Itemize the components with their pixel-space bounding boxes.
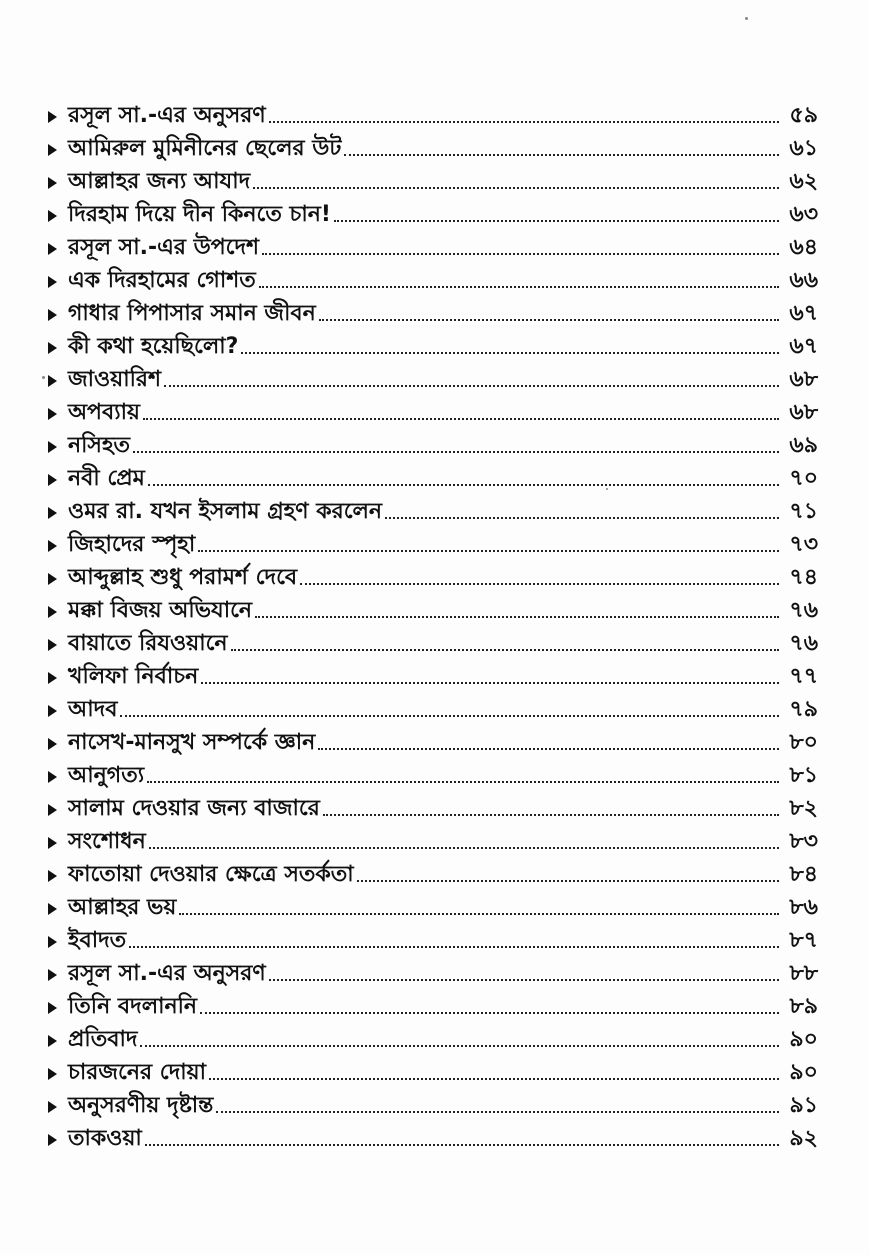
triangle-bullet-icon: [48, 408, 57, 420]
dot-leader: [164, 385, 779, 387]
triangle-bullet-icon: [48, 507, 57, 519]
toc-entry-title: এক দিরহামের গোশত: [68, 268, 256, 293]
toc-entry: [48, 1056, 818, 1089]
toc-entry-title: রসূল সা.-এর উপদেশ: [68, 235, 260, 260]
triangle-bullet-icon: [48, 936, 57, 948]
toc-entry: [48, 561, 818, 594]
dot-leader: [323, 814, 779, 816]
toc-entry-title: বায়াতে রিযওয়ানে: [68, 631, 228, 656]
toc-entry: [48, 528, 818, 561]
toc-entry: [48, 231, 818, 264]
toc-entry-title: রসূল সা.-এর অনুসরণ: [68, 103, 266, 128]
toc-entry-page-number: ৮৭: [789, 928, 818, 953]
toc-entry-title: সালাম দেওয়ার জন্য বাজারে: [68, 796, 320, 821]
toc-entry-title: তাকওয়া: [68, 1126, 142, 1151]
toc-entry: [48, 1023, 818, 1056]
triangle-bullet-icon: [48, 969, 57, 981]
dot-leader: [179, 913, 779, 915]
triangle-bullet-icon: [48, 540, 57, 552]
toc-entry: [48, 627, 818, 660]
dot-leader: [344, 154, 779, 156]
dot-leader: [385, 517, 779, 519]
toc-entry: [48, 891, 818, 924]
toc-entry-title: কী কথা হয়েছিলো?: [68, 334, 239, 359]
triangle-bullet-icon: [48, 639, 57, 651]
toc-entry: [48, 429, 818, 462]
toc-entry: [48, 165, 818, 198]
toc-entry: [48, 264, 818, 297]
dot-leader: [334, 220, 779, 222]
toc-entry-title: আব্দুল্লাহ শুধু পরামর্শ দেবে: [68, 565, 298, 590]
toc-entry-title: প্রতিবাদ: [68, 1027, 138, 1052]
toc-entry-page-number: ৭০: [789, 466, 818, 491]
toc-entry: [48, 858, 818, 891]
toc-entry-title: আদব: [68, 697, 118, 722]
triangle-bullet-icon: [48, 474, 57, 486]
dot-leader: [147, 781, 779, 783]
dot-leader: [201, 682, 779, 684]
toc-entry-page-number: ৮৩: [789, 829, 818, 854]
toc-entry: [48, 792, 818, 825]
triangle-bullet-icon: [48, 1101, 57, 1113]
dot-leader: [241, 352, 779, 354]
dot-leader: [269, 979, 779, 981]
dot-leader: [253, 187, 779, 189]
toc-entry: [48, 990, 818, 1023]
toc-entry-page-number: ৬৪: [789, 235, 818, 260]
dot-leader: [120, 715, 779, 717]
toc-entry-title: তিনি বদলাননি: [68, 994, 198, 1019]
toc-entry: [48, 132, 818, 165]
toc-entry-page-number: ৬৭: [789, 334, 818, 359]
dot-leader: [259, 286, 779, 288]
toc-entry: [48, 924, 818, 957]
triangle-bullet-icon: [48, 276, 57, 288]
toc-entry-title: জিহাদের স্পৃহা: [68, 532, 196, 557]
toc-entry-page-number: ৭৭: [789, 664, 818, 689]
dot-leader: [231, 649, 779, 651]
dot-leader: [140, 1045, 779, 1047]
toc-entry: [48, 759, 818, 792]
toc-entry-page-number: ৮২: [789, 796, 818, 821]
toc-entry: [48, 330, 818, 363]
toc-entry: [48, 693, 818, 726]
triangle-bullet-icon: [48, 1002, 57, 1014]
toc-entry-title: দিরহাম দিয়ে দীন কিনতে চান!: [68, 202, 331, 227]
toc-entry-page-number: ৬৬: [789, 268, 818, 293]
toc-entry-title: খলিফা নির্বাচন: [68, 664, 199, 689]
toc-entry-title: গাধার পিপাসার সমান জীবন: [68, 301, 316, 326]
dot-leader: [143, 418, 779, 420]
toc-entry-title: আমিরুল মুমিনীনের ছেলের উট: [68, 136, 342, 161]
triangle-bullet-icon: [48, 111, 57, 123]
toc-entry: [48, 198, 818, 231]
triangle-bullet-icon: [48, 573, 57, 585]
toc-entry: [48, 726, 818, 759]
toc-entry-title: নাসেখ-মানসুখ সম্পর্কে জ্ঞান: [68, 730, 316, 755]
triangle-bullet-icon: [48, 375, 57, 387]
toc-entry-page-number: ৯২: [789, 1126, 818, 1151]
toc-entry-page-number: ৮৮: [789, 961, 818, 986]
dot-leader: [198, 550, 779, 552]
triangle-bullet-icon: [48, 837, 57, 849]
toc-entry-page-number: ৬৭: [789, 301, 818, 326]
toc-entry-page-number: ৮৯: [789, 994, 818, 1019]
toc-entry-title: ফাতোয়া দেওয়ার ক্ষেত্রে সতর্কতা: [68, 862, 354, 887]
toc-entry-title: আল্লাহর জন্য আযাদ: [68, 169, 251, 194]
triangle-bullet-icon: [48, 210, 57, 222]
toc-entry-page-number: ৮৬: [789, 895, 818, 920]
triangle-bullet-icon: [48, 672, 57, 684]
toc-entry-page-number: ৬৮: [789, 367, 818, 392]
triangle-bullet-icon: [48, 309, 57, 321]
toc-entry: [48, 957, 818, 990]
toc-entry: [48, 1122, 818, 1155]
toc-entry-page-number: ৯০: [789, 1027, 818, 1052]
dot-leader: [216, 1111, 779, 1113]
toc-entry-page-number: ৭১: [789, 499, 818, 524]
toc-entry-page-number: ৬৮: [789, 400, 818, 425]
dot-leader: [200, 1012, 779, 1014]
toc-entry-title: নসিহত: [68, 433, 131, 458]
toc-entry: [48, 462, 818, 495]
dot-leader: [209, 1078, 779, 1080]
toc-entry-title: নবী প্রেম: [68, 466, 145, 491]
triangle-bullet-icon: [48, 903, 57, 915]
dot-leader: [357, 880, 779, 882]
triangle-bullet-icon: [48, 1068, 57, 1080]
triangle-bullet-icon: [48, 606, 57, 618]
table-of-contents: [48, 99, 818, 1155]
toc-entry-title: রসূল সা.-এর অনুসরণ: [68, 961, 266, 986]
toc-entry: [48, 660, 818, 693]
toc-entry: [48, 363, 818, 396]
toc-entry-page-number: ৬৩: [789, 202, 818, 227]
dot-leader: [300, 583, 779, 585]
triangle-bullet-icon: [48, 1134, 57, 1146]
dot-leader: [149, 847, 779, 849]
toc-entry-title: আনুগত্য: [68, 763, 145, 788]
dot-leader: [133, 451, 779, 453]
dot-leader: [129, 946, 779, 948]
toc-entry: [48, 396, 818, 429]
toc-entry-page-number: ৬৯: [789, 433, 818, 458]
triangle-bullet-icon: [48, 705, 57, 717]
toc-entry-page-number: ৮৪: [789, 862, 818, 887]
triangle-bullet-icon: [48, 144, 57, 156]
toc-entry-title: ইবাদত: [68, 928, 127, 953]
toc-entry-title: ওমর রা. যখন ইসলাম গ্রহণ করলেন: [68, 499, 383, 524]
toc-entry-page-number: ৬১: [789, 136, 818, 161]
dot-leader: [148, 484, 779, 486]
paper-speck: [42, 376, 45, 379]
toc-entry: [48, 297, 818, 330]
toc-entry-title: আল্লাহর ভয়: [68, 895, 177, 920]
triangle-bullet-icon: [48, 441, 57, 453]
toc-entry-title: অনুসরণীয় দৃষ্টান্ত: [68, 1093, 214, 1118]
toc-entry-page-number: ৮০: [789, 730, 818, 755]
toc-entry: [48, 594, 818, 627]
toc-entry-title: জাওয়ারিশ: [68, 367, 162, 392]
toc-entry: [48, 825, 818, 858]
toc-entry-title: চারজনের দোয়া: [68, 1060, 206, 1085]
toc-entry-page-number: ৯১: [789, 1093, 818, 1118]
triangle-bullet-icon: [48, 738, 57, 750]
toc-entry-page-number: ৭৯: [789, 697, 818, 722]
dot-leader: [262, 253, 779, 255]
toc-entry: [48, 99, 818, 132]
dot-leader: [318, 748, 779, 750]
toc-entry-page-number: ৭৩: [789, 532, 818, 557]
toc-entry: [48, 495, 818, 528]
triangle-bullet-icon: [48, 870, 57, 882]
toc-entry-page-number: ৯০: [789, 1060, 818, 1085]
toc-entry-page-number: ৮১: [789, 763, 818, 788]
triangle-bullet-icon: [48, 804, 57, 816]
dot-leader: [255, 616, 779, 618]
dot-leader: [145, 1144, 779, 1146]
toc-entry-page-number: ৬২: [789, 169, 818, 194]
toc-entry-page-number: ৭৬: [789, 598, 818, 623]
triangle-bullet-icon: [48, 342, 57, 354]
toc-entry: [48, 1089, 818, 1122]
triangle-bullet-icon: [48, 177, 57, 189]
toc-entry-title: সংশোধন: [68, 829, 146, 854]
dot-leader: [269, 121, 779, 123]
triangle-bullet-icon: [48, 1035, 57, 1047]
toc-entry-page-number: ৭৬: [789, 631, 818, 656]
triangle-bullet-icon: [48, 243, 57, 255]
triangle-bullet-icon: [48, 771, 57, 783]
dot-leader: [319, 319, 779, 321]
paper-speck: [745, 17, 748, 20]
toc-entry-page-number: ৫৯: [789, 103, 818, 128]
toc-entry-page-number: ৭৪: [789, 565, 818, 590]
toc-entry-title: অপব্যায়: [68, 400, 140, 425]
toc-entry-title: মক্কা বিজয় অভিযানে: [68, 598, 253, 623]
